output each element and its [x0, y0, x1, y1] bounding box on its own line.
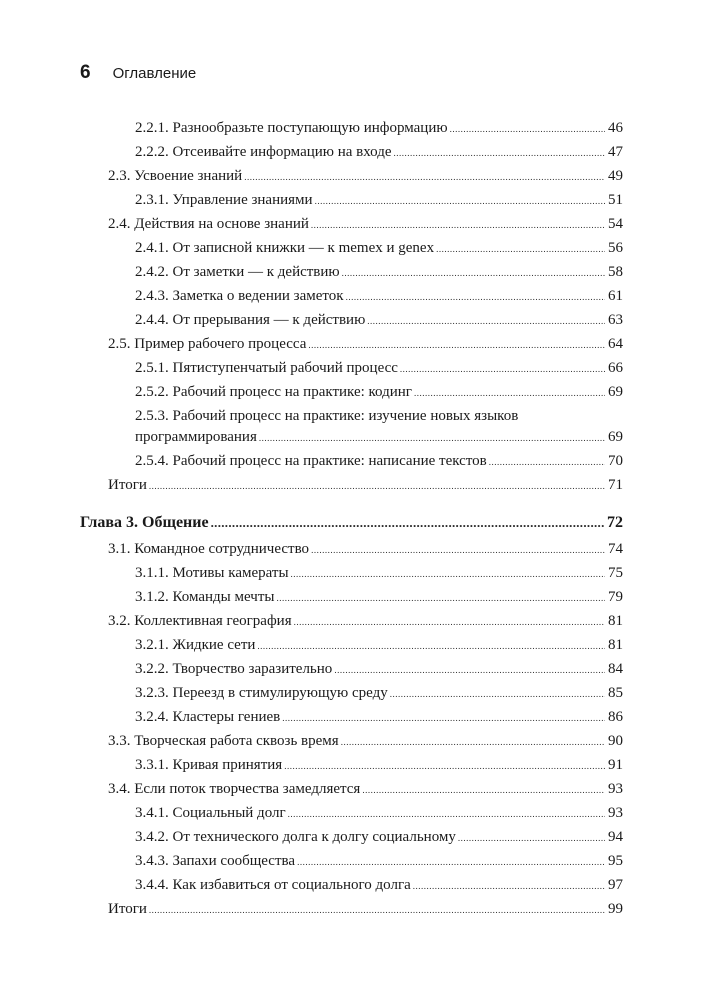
toc-entry-page: 81	[608, 637, 623, 653]
toc-entry-page: 86	[608, 709, 623, 725]
toc-entry-page: 49	[608, 168, 623, 184]
toc-entry-2-3	[108, 166, 623, 188]
toc-entry-3-2-1	[135, 635, 623, 657]
toc-entry-page: 97	[608, 877, 623, 893]
toc-entry-title: 2.4. Действия на основе знаний	[108, 216, 309, 232]
dot-leader	[400, 359, 605, 380]
dot-leader	[308, 335, 605, 356]
toc-entry-summary-ch3	[108, 899, 623, 921]
toc-entry-title: 2.2.2. Отсеивайте информацию на входе	[135, 144, 392, 160]
toc-entry-2-2-1	[135, 118, 623, 140]
toc-entry-title: 2.5.2. Рабочий процесс на практике: кодинг	[135, 384, 412, 400]
toc-entry-page: 69	[608, 384, 623, 400]
toc-entry-2-4-4	[135, 310, 623, 332]
dot-leader	[211, 512, 604, 533]
toc-entry-page: 94	[608, 829, 623, 845]
toc-entry-page: 79	[608, 589, 623, 605]
toc-entry-2-5-2	[135, 382, 623, 404]
toc-entry-3-4-3	[135, 851, 623, 873]
toc-entry-title: 3.1.2. Команды мечты	[135, 589, 275, 605]
toc-entry-page: 46	[608, 120, 623, 136]
toc-entry-2-4-2	[135, 262, 623, 284]
toc-entry-title: 2.5.4. Рабочий процесс на практике: написание текстов	[135, 453, 487, 469]
toc-entry-page: 64	[608, 336, 623, 352]
dot-leader	[291, 564, 605, 585]
toc-entry-page: 66	[608, 360, 623, 376]
toc-entry-2-4	[108, 214, 623, 236]
toc-entry-2-4-1	[135, 238, 623, 260]
toc-entry-3-1-2	[135, 587, 623, 609]
toc-entry-title: 3.2.3. Переезд в стимулирующую среду	[135, 685, 388, 701]
toc-entry-2-2-2	[135, 142, 623, 164]
dot-leader	[244, 167, 605, 188]
toc-entry-page: 95	[608, 853, 623, 869]
toc-entry-title: 2.5. Пример рабочего процесса	[108, 336, 307, 352]
toc-entry-page: 63	[608, 312, 623, 328]
toc-entry-page: 72	[607, 514, 623, 531]
dot-leader	[149, 900, 605, 921]
dot-leader	[311, 215, 605, 236]
toc-entry-page: 69	[608, 429, 623, 445]
toc-entry-3-4	[108, 779, 623, 801]
toc-entry-3-3-1	[135, 755, 623, 777]
toc-entry-page: 71	[608, 477, 623, 493]
toc-entry-page: 93	[608, 781, 623, 797]
running-title: Оглавление	[112, 65, 197, 82]
toc-entry-3-2-3	[135, 683, 623, 705]
toc-entry-title: 2.2.1. Разнообразьте поступающую информацию	[135, 120, 448, 136]
dot-leader	[341, 732, 605, 753]
toc-entry-page: 58	[608, 264, 623, 280]
toc-entry-page: 75	[608, 565, 623, 581]
toc-entry-page: 54	[608, 216, 623, 232]
toc-entry-page: 99	[608, 901, 623, 917]
toc-entry-page: 47	[608, 144, 623, 160]
toc-entry-2-5-3	[135, 406, 623, 449]
dot-leader	[284, 756, 605, 777]
toc-entry-title: 2.4.2. От заметки — к действию	[135, 264, 340, 280]
toc-entry-3-2	[108, 611, 623, 633]
toc-entry-title: 3.4. Если поток творчества замедляется	[108, 781, 361, 797]
dot-leader	[288, 804, 605, 825]
toc-entry-title: Итоги	[108, 901, 147, 917]
dot-leader	[149, 476, 605, 497]
toc-entry-title: Итоги	[108, 477, 147, 493]
toc-entry-title: Глава 3. Общение	[80, 514, 209, 531]
toc-entry-title: 3.2.1. Жидкие сети	[135, 637, 256, 653]
toc-entry-title-line1: 2.5.3. Рабочий процесс на практике: изучение новых языков	[135, 408, 519, 424]
toc-entry-3-2-4	[135, 707, 623, 729]
dot-leader	[259, 428, 605, 449]
toc-entry-2-5-1	[135, 358, 623, 380]
toc-entry-page: 93	[608, 805, 623, 821]
toc-entry-3-4-1	[135, 803, 623, 825]
toc-entry-3-1	[108, 539, 623, 561]
toc-entry-title: 3.4.1. Социальный долг	[135, 805, 286, 821]
dot-leader	[346, 287, 605, 308]
page-number: 6	[80, 62, 91, 83]
toc-entry-3-1-1	[135, 563, 623, 585]
toc-entry-title: 2.5.1. Пятиступенчатый рабочий процесс	[135, 360, 398, 376]
toc-entry-page: 91	[608, 757, 623, 773]
toc-entry-title: 3.3.1. Кривая принятия	[135, 757, 283, 773]
toc-entry-title: 3.1.1. Мотивы камераты	[135, 565, 289, 581]
dot-leader	[315, 191, 605, 212]
dot-leader	[458, 828, 605, 849]
toc-entry-title: 3.1. Командное сотрудничество	[108, 541, 310, 557]
toc-entry-title: 3.4.3. Запахи сообщества	[135, 853, 296, 869]
dot-leader	[311, 540, 605, 561]
toc-entry-page: 56	[608, 240, 623, 256]
toc-entry-page: 51	[608, 192, 623, 208]
toc-entry-page: 61	[608, 288, 623, 304]
toc-entry-title: 2.3.1. Управление знаниями	[135, 192, 313, 208]
dot-leader	[394, 143, 605, 164]
toc-entry-title: 3.4.4. Как избавиться от социального долга	[135, 877, 411, 893]
toc-entry-title: 3.4.2. От технического долга к долгу социальному	[135, 829, 456, 845]
toc-entry-2-5-4	[135, 451, 623, 473]
toc-entry-3-3	[108, 731, 623, 753]
toc-entry-2-5	[108, 334, 623, 356]
toc-entry-title: 3.2.2. Творчество заразительно	[135, 661, 333, 677]
dot-leader	[342, 263, 605, 284]
toc-entry-title: 3.2.4. Кластеры гениев	[135, 709, 281, 725]
toc-entry-3-4-2	[135, 827, 623, 849]
toc-entry-page: 85	[608, 685, 623, 701]
toc-entry-title: 3.3. Творческая работа сквозь время	[108, 733, 339, 749]
toc-entry-title: 3.2. Коллективная география	[108, 613, 292, 629]
dot-leader	[362, 780, 605, 801]
toc-entry-2-3-1	[135, 190, 623, 212]
toc-entry-page: 70	[608, 453, 623, 469]
toc-entry-title-line2: программирования	[135, 429, 257, 445]
toc-entry-summary-ch2	[108, 475, 623, 497]
toc-entry-page: 74	[608, 541, 623, 557]
toc-entry-page: 84	[608, 661, 623, 677]
dot-leader	[294, 612, 605, 633]
dot-leader	[413, 876, 605, 897]
dot-leader	[489, 452, 605, 473]
dot-leader	[450, 119, 605, 140]
toc-entry-3-4-4	[135, 875, 623, 897]
toc-entry-page: 90	[608, 733, 623, 749]
toc-entry-chapter-3	[80, 512, 623, 533]
toc-entry-3-2-2	[135, 659, 623, 681]
dot-leader	[282, 708, 605, 729]
toc-entry-page: 81	[608, 613, 623, 629]
dot-leader	[414, 383, 605, 404]
toc-entry-title: 2.4.4. От прерывания — к действию	[135, 312, 366, 328]
dot-leader	[276, 588, 605, 609]
dot-leader	[436, 239, 605, 260]
toc-entry-title: 2.3. Усвоение знаний	[108, 168, 243, 184]
toc-entry-title: 2.4.3. Заметка о ведении заметок	[135, 288, 344, 304]
dot-leader	[334, 660, 605, 681]
toc-entry-2-4-3	[135, 286, 623, 308]
dot-leader	[390, 684, 605, 705]
toc-entry-title: 2.4.1. От записной книжки — к memex и genex	[135, 240, 435, 256]
dot-leader	[257, 636, 605, 657]
dot-leader	[297, 852, 605, 873]
dot-leader	[367, 311, 605, 332]
